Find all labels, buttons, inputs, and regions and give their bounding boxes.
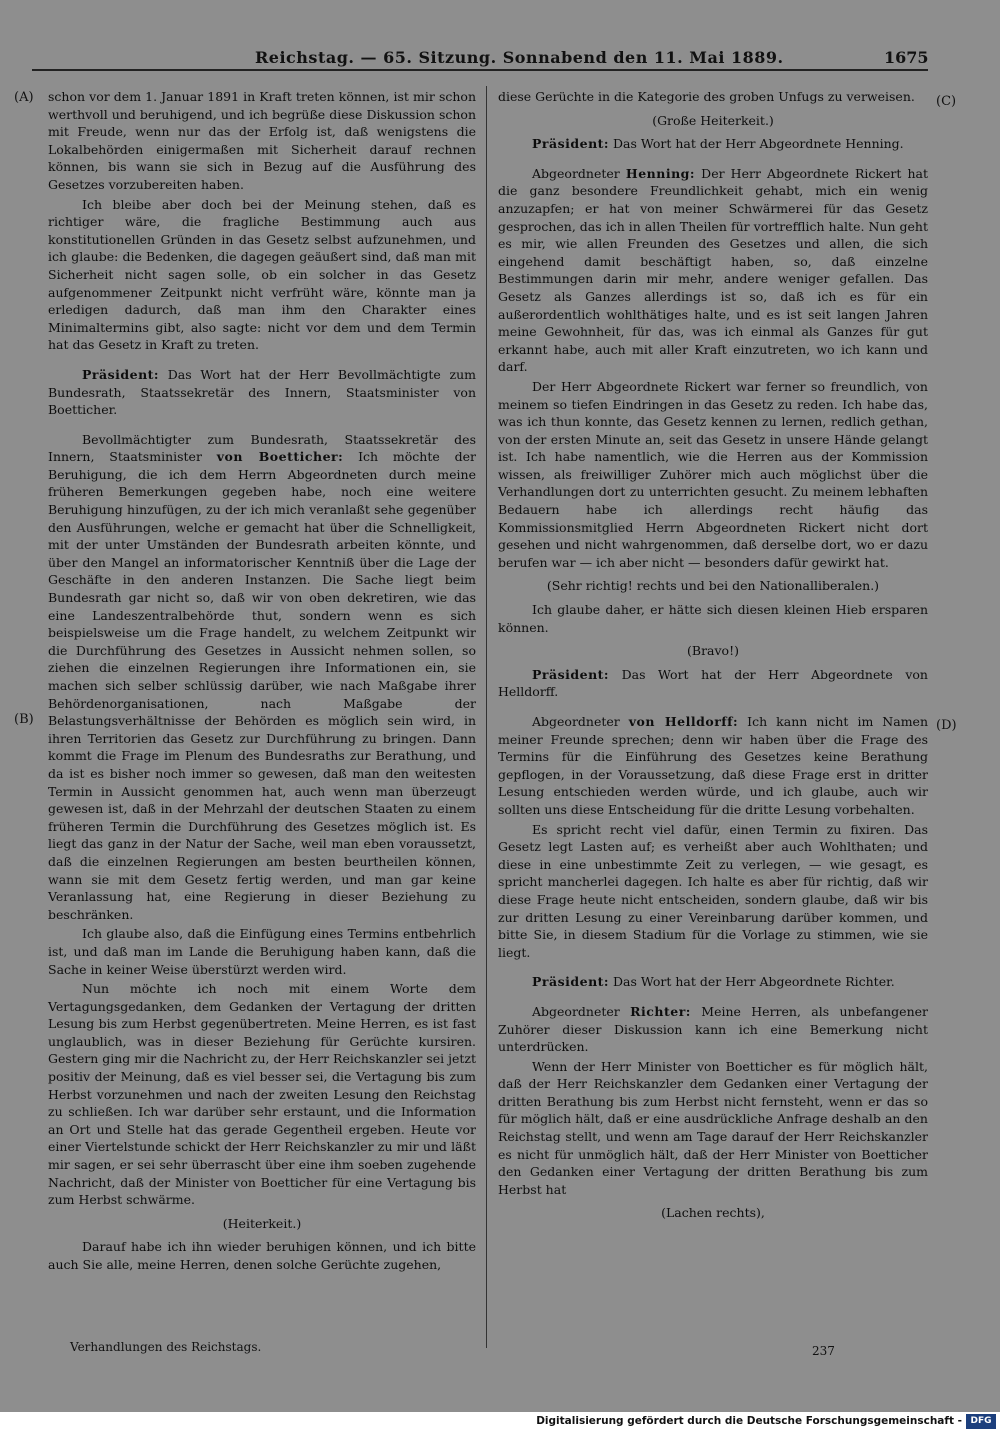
speech-text: Das Wort hat der Herr Abgeordnete Richter.	[609, 974, 895, 990]
speaker-paragraph	[498, 135, 928, 153]
margin-marker-c: (C)	[936, 94, 957, 109]
running-header: Reichstag. — 65. Sitzung. Sonnabend den 11. Mai 1889.	[255, 48, 784, 67]
speaker-paragraph	[48, 431, 476, 924]
speaker-name: Richter:	[630, 1003, 691, 1019]
paragraph: diese Gerüchte in die Kategorie des groben Unfugs zu verweisen.	[498, 89, 915, 104]
interjection: (Große Heiterkeit.)	[652, 112, 774, 128]
paragraph: Ich bleibe aber doch bei der Meinung stehen, daß es richtiger wäre, die fragliche Bestimmung auch aus konstitutionellen Gründen in das Gesetz selbst aufzunehmen, und ich glaube: die Bedenken, die dagegen geäußert sind, daß man mit Sicherheit nicht sagen solle, ob ein solcher in das Gesetz aufgenommener Zeitpunkt nicht verfrüht wäre, könnte man ja erledigen dadurch, daß man ihm den Charakter eines Minimaltermins gibt, also sagte: nicht vor dem und dem Termin hat das Gesetz in Kraft zu treten.	[48, 196, 476, 353]
footer-signature: Verhandlungen des Reichstags.	[70, 1340, 262, 1354]
speech-text: Ich möchte der Beruhigung, die ich dem Herrn Abgeordneten durch meine früheren Bemerkungen gegeben habe, noch eine weitere Beruhigung hinzufügen, zu der ich mich veranlaßt sehe gegenüber den Ausführungen, welche er gemacht hat über die Schnelligkeit, mit der unter Umständen der Bundesrath arbeiten könnte, und über den Mangel an informatorischer Kenntniß über die Lage der Geschäfte in den anderen Instanzen. Die Sache liegt beim Bundesrath gar nicht so, daß wir von oben dekretiren, wie das eine Landeszentralbehörde thut, sondern wenn es sich beispielsweise um die Frage handelt, zu welchem Zeitpunkt wir die Durchführung des Gesetzes in Aussicht nehmen sollen, so ziehen die einzelnen Regierungen ihre Informationen ein, sie machen sich selber schlüssig darüber, wie nach Maßgabe ihrer Behördenorganisationen, nach Maßgabe der Belastungsverhältnisse der Behörden es möglich sein wird, in ihren Territorien das Gesetz zur Durchführung zu bringen. Dann kommt die Frage im Plenum des Bundesraths zur Berathung, und da ist es bisher noch immer so gewesen, daß man den weitesten Termin in Aussicht genommen hat, auch wenn man überzeugt gewesen ist, daß in der Mehrzahl der deutschen Staaten zu einem früheren Termin die Durchführung des Gesetzes möglich ist. Es liegt das ganz in der Natur der Sache, weil man eben voraussetzt, daß die einzelnen Regierungen am besten beurtheilen können, wann sie mit dem Gesetz fertig werden, und man gar keine Veranlassung hat, eine Regierung in dieser Beziehung zu beschränken.	[48, 449, 477, 922]
speech-text: Meine Herren, als unbefangener Zuhörer dieser Diskussion kann ich eine Bemerkung nicht unterdrücken.	[498, 1003, 928, 1055]
speech-text: Das Wort hat der Herr Abgeordnete Henning.	[609, 136, 904, 152]
speaker-title: Bevollmächtigter zum Bundesrath, Staatssekretär des Innern, Staatsminister	[48, 431, 476, 465]
paragraph: schon vor dem 1. Januar 1891 in Kraft treten können, ist mir schon werthvoll und beruhigend, und ich begrüße diese Diskussion schon mit Freude, wenn nur das der Erfolg ist, daß wenigstens die Lokalbehörden einigermaßen mit Sicherheit darauf rechnen können, bis wann sie sich in Bezug auf die Ausführung des Gesetzes vorzubereiten haben.	[48, 89, 476, 192]
left-column	[48, 88, 476, 1276]
speech-text: Ich kann nicht im Namen meiner Freunde sprechen; denn wir haben über die Frage des Termins für die Einführung des Gesetzes keine Berathung gepflogen, in der Voraussetzung, daß diese Frage erst in dritter Lesung entschieden werden würde, und ich glaube, auch wir sollten uns diese Entscheidung für die dritte Lesung vorbehalten.	[498, 714, 928, 817]
paragraph: Ich glaube daher, er hätte sich diesen kleinen Hieb ersparen können.	[498, 602, 928, 635]
margin-marker-d: (D)	[936, 718, 957, 733]
margin-marker-a: (A)	[14, 90, 34, 105]
speaker-title: Abgeordneter	[532, 1003, 631, 1019]
paragraph: Der Herr Abgeordnete Rickert war ferner so freundlich, von meinem so tiefen Eindringen in das Gesetz zu reden. Ich habe das, was ich thun konnte, das Gesetz kennen zu lernen, redlich gethan, von der ersten Minute an, seit das Gesetz in unsere Hände gelangt ist. Ich habe namentlich, wie die Herren aus der Kommission wissen, als freiwilliger Zuhörer mich auch möglichst über die Verhandlungen dort zu unterrichten gesucht. Zu meinem lebhaften Bedauern habe ich allerdings recht häufig das Kommissionsmitglied Herrn Abgeordneten Rickert nicht dort gesehen und nicht wahrgenommen, daß derselbe dort, wo er dazu berufen war — ich aber nicht — besonders dafür gewirkt hat.	[498, 378, 928, 570]
margin-marker-b: (B)	[14, 712, 34, 727]
speaker-title: Abgeordneter	[532, 714, 629, 729]
interjection: (Heiterkeit.)	[222, 1215, 302, 1231]
speaker-name: Präsident:	[532, 136, 610, 152]
header-rule	[32, 69, 928, 71]
speaker-paragraph	[498, 1003, 928, 1056]
paragraph: Ich glaube also, daß die Einfügung eines Termins entbehrlich ist, und daß man im Lande die Beruhigung haben kann, daß die Sache in keiner Weise überstürzt werden wird.	[48, 926, 476, 977]
paragraph: Wenn der Herr Minister von Boetticher es für möglich hält, daß der Herr Reichskanzler dem Gedanken einer Vertagung der dritten Berathung bis zum Herbst nicht fernsteht, wenn er das so für möglich hält, daß er eine ausdrückliche Anfrage deshalb an den Reichstag stellt, und wenn am Tage darauf der Herr Reichskanzler es nicht für unmöglich hält, daß der Herr Minister von Boetticher den Gedanken einer Vertagung der dritten Berathung bis zum Herbst hat	[498, 1058, 928, 1197]
speaker-name: Präsident:	[532, 974, 610, 990]
paragraph: Nun möchte ich noch mit einem Worte dem Vertagungsgedanken, dem Gedanken der Vertagung der dritten Lesung bis zum Herbst gegenübertreten. Meine Herren, es ist fast unglaublich, was in dieser Beziehung für Gerüchte kursiren. Gestern ging mir die Nachricht zu, der Herr Reichskanzler sei jetzt positiv der Meinung, daß es viel besser sei, die Vertagung bis zum Herbst vorzunehmen und nach der zweiten Lesung den Reichstag zu schließen. Ich war darüber sehr erstaunt, und die Information an Ort und Stelle hat das gerade Gegentheil ergeben. Heute vor einer Viertelstunde schickt der Herr Reichskanzler zu mir und läßt mir sagen, er sei sehr überrascht über eine ihm soeben zugehende Nachricht, daß der Minister von Boetticher für eine Vertagung bis zum Herbst schwärme.	[48, 981, 476, 1208]
interjection: (Sehr richtig! rechts und bei den Nationalliberalen.)	[546, 578, 880, 594]
speaker-paragraph	[498, 713, 928, 819]
speaker-paragraph	[48, 366, 476, 419]
speaker-name: von Helldorff:	[628, 714, 739, 729]
speaker-name: von Boetticher:	[216, 449, 344, 465]
interjection: (Lachen rechts),	[661, 1205, 765, 1221]
dfg-credit-text: Digitalisierung gefördert durch die Deutsche Forschungsgemeinschaft -	[536, 1415, 962, 1427]
speech-text: Der Herr Abgeordnete Rickert hat die ganz besondere Freundlichkeit gehabt, mich ein wenig anzuzapfen; er hat von meiner Schwärmerei für das Gesetz gesprochen, das ich in allen Theilen für vortrefflich halte. Nun geht es mir, wie allen Freunden des Gesetzes und allen, die sich eingehend damit beschäftigt haben, so, daß einzelne Bestimmungen darin mir mehr, andere weniger gefallen. Das Gesetz als Ganzes allerdings ist so, daß ich es für ein außerordentlich wohlthätiges halte, und es ist seit langen Jahren meine Gewohnheit, für das, was ich einmal als Ganzes für gut erkannt habe, auch mit aller Kraft einzutreten, wo ich kann und darf.	[498, 165, 929, 375]
column-divider	[486, 86, 487, 1348]
speaker-paragraph	[498, 165, 928, 376]
paragraph: Darauf habe ich ihn wieder beruhigen können, und ich bitte auch Sie alle, meine Herren, denen solche Gerüchte zugehen,	[48, 1239, 476, 1272]
speech-text: Das Wort hat der Herr Abgeordnete von Helldorff.	[498, 666, 928, 700]
right-column	[498, 88, 928, 1228]
interjection: (Bravo!)	[687, 643, 739, 659]
speaker-name: Präsident:	[82, 366, 160, 382]
speaker-name: Henning:	[625, 165, 696, 181]
speaker-title: Abgeordneter	[532, 165, 626, 181]
speaker-paragraph	[498, 666, 928, 701]
dfg-logo-icon: DFG	[966, 1414, 996, 1429]
dfg-credit-bar	[0, 1412, 1000, 1432]
speaker-paragraph	[498, 973, 928, 991]
speech-text: Das Wort hat der Herr Bevollmächtigte zum Bundesrath, Staatssekretär des Innern, Staatsminister von Boetticher.	[48, 366, 476, 418]
sheet-number: 237	[812, 1344, 835, 1358]
speaker-name: Präsident:	[532, 666, 610, 682]
paragraph: Es spricht recht viel dafür, einen Termin zu fixiren. Das Gesetz legt Lasten auf; es verheißt aber auch Wohlthaten; und diese in eine unbestimmte Zeit zu verlegen, — wie gesagt, es spricht mancherlei dagegen. Ich halte es aber für richtig, daß wir diese Frage heute nicht entscheiden, sondern glaube, daß wir bis zur dritten Lesung zu einer Vereinbarung darüber kommen, und bitte Sie, in diesem Stadium für die Vorlage zu stimmen, wie sie liegt.	[498, 821, 928, 960]
page-number: 1675	[884, 48, 929, 67]
